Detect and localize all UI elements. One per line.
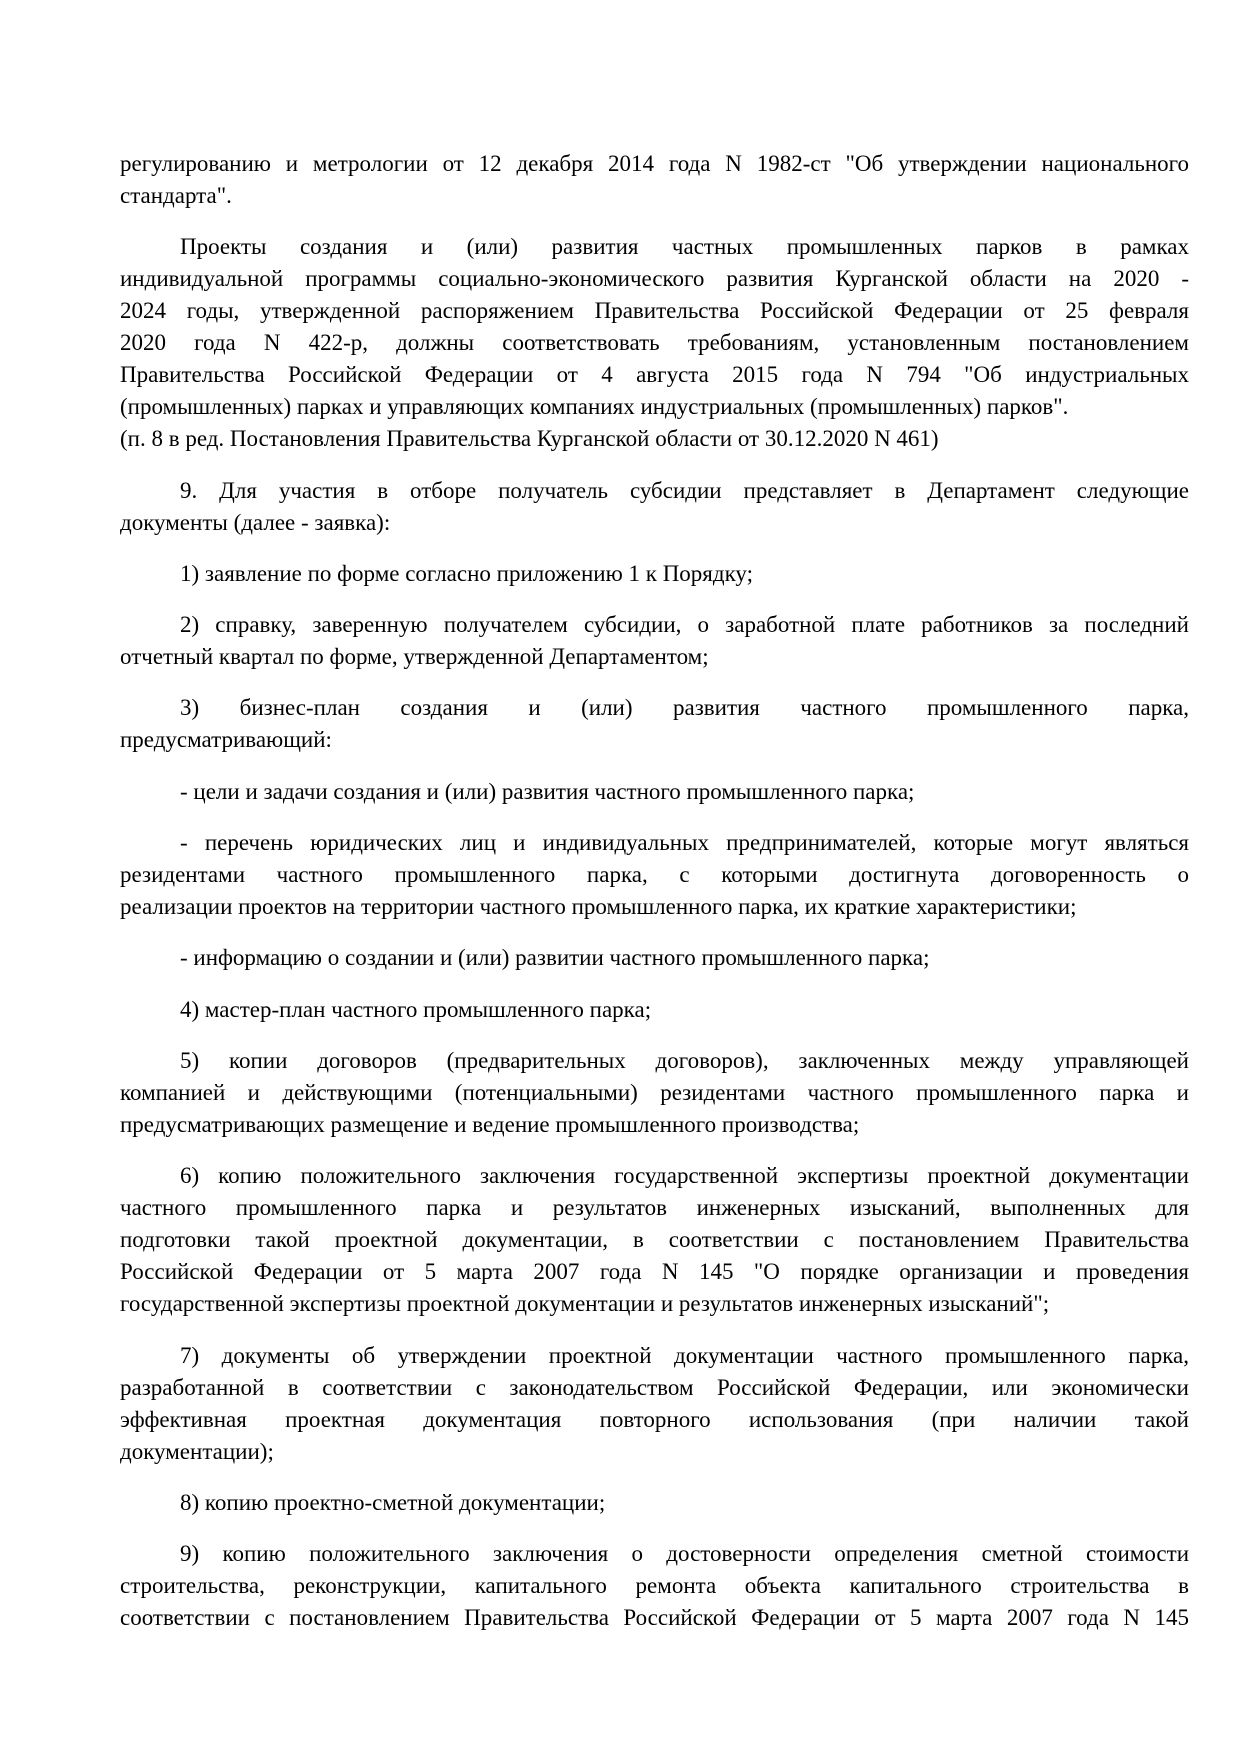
text-line: соответствии с постановлением Правительства Российской Федерации от 5 марта 2007 года N 145 xyxy=(120,1605,1189,1631)
text-line: (промышленных) парках и управляющих компаниях индустриальных (промышленных) парков". xyxy=(120,394,1069,420)
text-line: 6) копию положительного заключения государственной экспертизы проектной документации xyxy=(180,1163,1189,1189)
text-line: 8) копию проектно-сметной документации; xyxy=(180,1489,606,1515)
text-line: отчетный квартал по форме, утвержденной Департаментом; xyxy=(120,644,709,670)
text-line: - цели и задачи создания и (или) развития частного промышленного парка; xyxy=(180,778,915,804)
paragraph xyxy=(120,692,1189,756)
text-line: 9) копию положительного заключения о достоверности определения сметной стоимости xyxy=(180,1541,1189,1567)
paragraph xyxy=(120,231,1189,455)
text-line: частного промышленного парка и результатов инженерных изысканий, выполненных для xyxy=(120,1195,1189,1221)
paragraph xyxy=(120,148,1189,212)
document-page xyxy=(120,148,1189,1634)
text-line: государственной экспертизы проектной документации и результатов инженерных изысканий"; xyxy=(120,1291,1050,1317)
text-line: Проекты создания и (или) развития частных промышленных парков в рамках xyxy=(180,234,1189,260)
text-line: компанией и действующими (потенциальными) резидентами частного промышленного парка и xyxy=(120,1079,1189,1105)
text-line: стандарта". xyxy=(120,183,232,208)
paragraph xyxy=(120,1340,1189,1468)
text-line: предусматривающих размещение и ведение промышленного производства; xyxy=(120,1111,860,1137)
text-line: - перечень юридических лиц и индивидуальных предпринимателей, которые могут являться xyxy=(180,830,1189,856)
text-line: эффективная проектная документация повторного использования (при наличии такой xyxy=(120,1406,1189,1432)
text-line: 2) справку, заверенную получателем субсидии, о заработной плате работников за последний xyxy=(180,612,1189,638)
text-line: 9. Для участия в отборе получатель субсидии представляет в Департамент следующие xyxy=(180,477,1189,503)
text-line: 1) заявление по форме согласно приложению 1 к Порядку; xyxy=(180,560,754,586)
paragraph xyxy=(120,558,1189,590)
text-line: подготовки такой проектной документации, в соответствии с постановлением Правительства xyxy=(120,1227,1189,1253)
paragraph xyxy=(120,1160,1189,1320)
text-line: резидентами частного промышленного парка, с которыми достигнута договоренность о xyxy=(120,862,1189,888)
paragraph xyxy=(120,827,1189,923)
text-line: 5) копии договоров (предварительных договоров), заключенных между управляющей xyxy=(180,1047,1189,1073)
text-line: Российской Федерации от 5 марта 2007 года N 145 "О порядке организации и проведения xyxy=(120,1259,1189,1285)
paragraph xyxy=(120,609,1189,673)
text-line: строительства, реконструкции, капитального ремонта объекта капитального строительства в xyxy=(120,1573,1189,1599)
text-line: документации); xyxy=(120,1438,274,1464)
paragraph xyxy=(120,942,1189,974)
text-line: 7) документы об утверждении проектной документации частного промышленного парка, xyxy=(180,1342,1189,1368)
text-line: Правительства Российской Федерации от 4 августа 2015 года N 794 "Об индустриальных xyxy=(120,362,1189,388)
text-line: предусматривающий: xyxy=(120,727,332,753)
text-line: индивидуальной программы социально-экономического развития Курганской области на 2020 - xyxy=(120,266,1189,292)
paragraph xyxy=(120,1487,1189,1519)
paragraph xyxy=(120,1045,1189,1141)
amendment-note: (п. 8 в ред. Постановления Правительства Курганской области от 30.12.2020 N 461) xyxy=(120,426,939,452)
paragraph xyxy=(120,994,1189,1026)
text-line: 2020 года N 422-р, должны соответствовать требованиям, установленным постановлением xyxy=(120,330,1189,356)
text-line: 3) бизнес-план создания и (или) развития частного промышленного парка, xyxy=(180,695,1189,721)
text-line: - информацию о создании и (или) развитии частного промышленного парка; xyxy=(180,945,930,971)
paragraph xyxy=(120,475,1189,539)
text-line: регулированию и метрологии от 12 декабря 2014 года N 1982-ст "Об утверждении национального xyxy=(120,151,1189,176)
text-line: документы (далее - заявка): xyxy=(120,509,391,535)
text-line: реализации проектов на территории частного промышленного парка, их краткие характеристики; xyxy=(120,894,1077,920)
text-line: 2024 годы, утвержденной распоряжением Правительства Российской Федерации от 25 февраля xyxy=(120,298,1189,324)
text-line: разработанной в соответствии с законодательством Российской Федерации, или экономически xyxy=(120,1374,1189,1400)
text-line: 4) мастер-план частного промышленного парка; xyxy=(180,996,652,1022)
paragraph xyxy=(120,1538,1189,1634)
paragraph xyxy=(120,776,1189,808)
